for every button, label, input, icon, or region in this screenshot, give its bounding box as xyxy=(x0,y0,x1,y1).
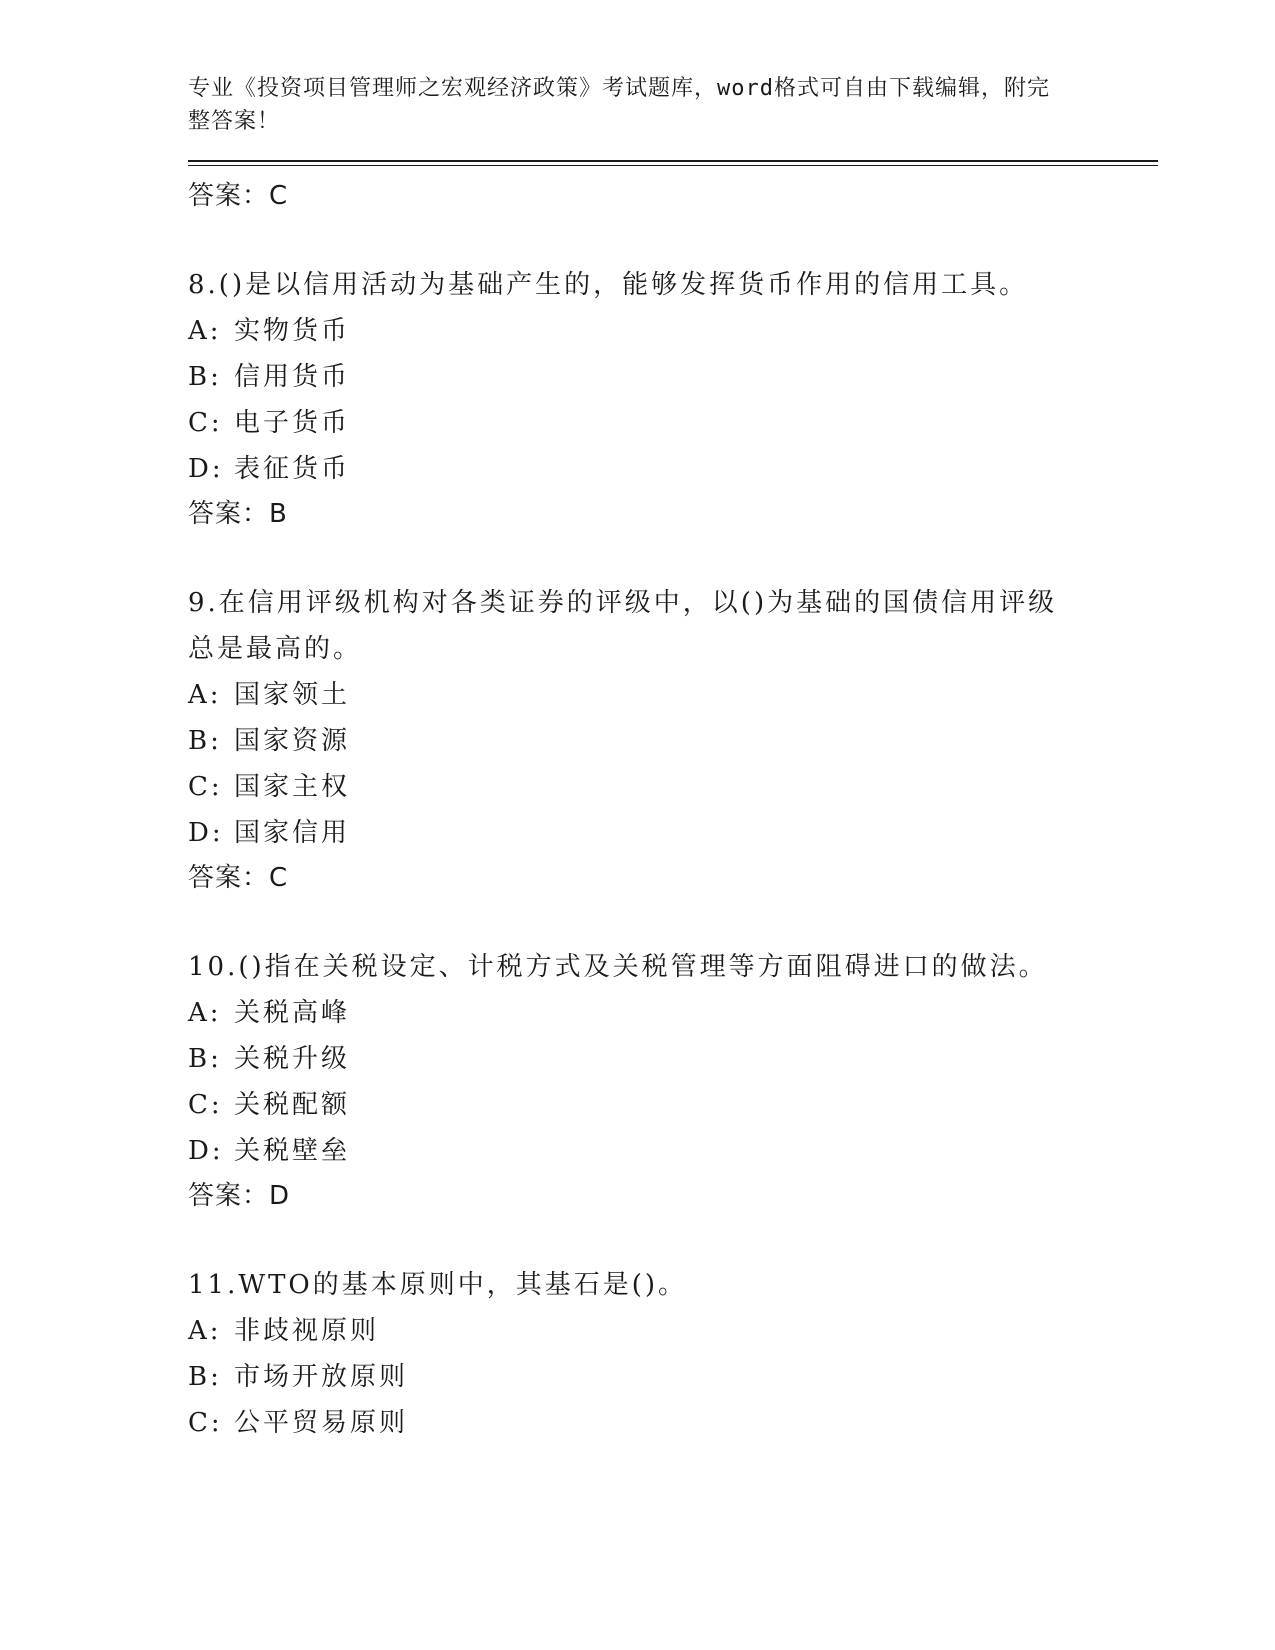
answer-line: 答案：B xyxy=(188,499,288,529)
answer-option xyxy=(188,400,1158,446)
question-text: 9.在信用评级机构对各类证券的评级中，以()为基础的国债信用评级总是最高的。 xyxy=(188,588,1058,664)
option-key: B: xyxy=(188,1044,222,1074)
option-text: 电子货币 xyxy=(234,408,351,438)
option-key: D: xyxy=(188,454,224,484)
option-text: 非歧视原则 xyxy=(234,1316,380,1346)
option-key: D: xyxy=(188,818,224,848)
question-list xyxy=(188,262,1158,1446)
answer-line: 答案：D xyxy=(188,1181,291,1211)
option-text: 国家主权 xyxy=(234,772,351,802)
option-text: 信用货币 xyxy=(234,362,351,392)
option-text: 关税高峰 xyxy=(234,998,351,1028)
option-text: 公平贸易原则 xyxy=(234,1408,409,1438)
header-divider xyxy=(188,160,1158,166)
option-key: A: xyxy=(188,998,222,1028)
option-key: A: xyxy=(188,680,222,710)
option-key: A: xyxy=(188,316,222,346)
question-text: 10.()指在关税设定、计税方式及关税管理等方面阻碍进口的做法。 xyxy=(188,952,1048,982)
option-key: B: xyxy=(188,362,222,392)
question-text: 11.WTO的基本原则中，其基石是()。 xyxy=(188,1270,688,1300)
option-text: 国家领土 xyxy=(234,680,351,710)
option-text: 关税壁垒 xyxy=(234,1136,351,1166)
option-key: C: xyxy=(188,1090,223,1120)
answer-option xyxy=(188,1400,1158,1446)
answer-option xyxy=(188,308,1158,354)
option-key: C: xyxy=(188,408,223,438)
option-text: 关税升级 xyxy=(234,1044,351,1074)
document-header: 专业《投资项目管理师之宏观经济政策》考试题库，word格式可自由下载编辑，附完整答案！ xyxy=(188,76,1050,134)
answer-option xyxy=(188,718,1158,764)
answer-option xyxy=(188,446,1158,492)
answer-option xyxy=(188,1308,1158,1354)
answer-option xyxy=(188,1354,1158,1400)
option-key: A: xyxy=(188,1316,222,1346)
answer-option xyxy=(188,1082,1158,1128)
option-key: B: xyxy=(188,1362,222,1392)
option-text: 表征货币 xyxy=(234,454,351,484)
answer-option xyxy=(188,1036,1158,1082)
answer-option xyxy=(188,810,1158,856)
document-page xyxy=(188,72,1158,1446)
option-text: 国家信用 xyxy=(234,818,351,848)
option-key: C: xyxy=(188,1408,223,1438)
option-key: D: xyxy=(188,1136,224,1166)
answer-option xyxy=(188,990,1158,1036)
answer-option xyxy=(188,672,1158,718)
answer-option xyxy=(188,354,1158,400)
option-text: 实物货币 xyxy=(234,316,351,346)
option-text: 关税配额 xyxy=(234,1090,351,1120)
option-text: 国家资源 xyxy=(234,726,351,756)
option-text: 市场开放原则 xyxy=(234,1362,409,1392)
answer-line: 答案：C xyxy=(188,181,289,211)
option-key: C: xyxy=(188,772,223,802)
answer-option xyxy=(188,1128,1158,1174)
answer-line: 答案：C xyxy=(188,863,289,893)
answer-option xyxy=(188,764,1158,810)
question-text: 8.()是以信用活动为基础产生的，能够发挥货币作用的信用工具。 xyxy=(188,270,1029,300)
option-key: B: xyxy=(188,726,222,756)
